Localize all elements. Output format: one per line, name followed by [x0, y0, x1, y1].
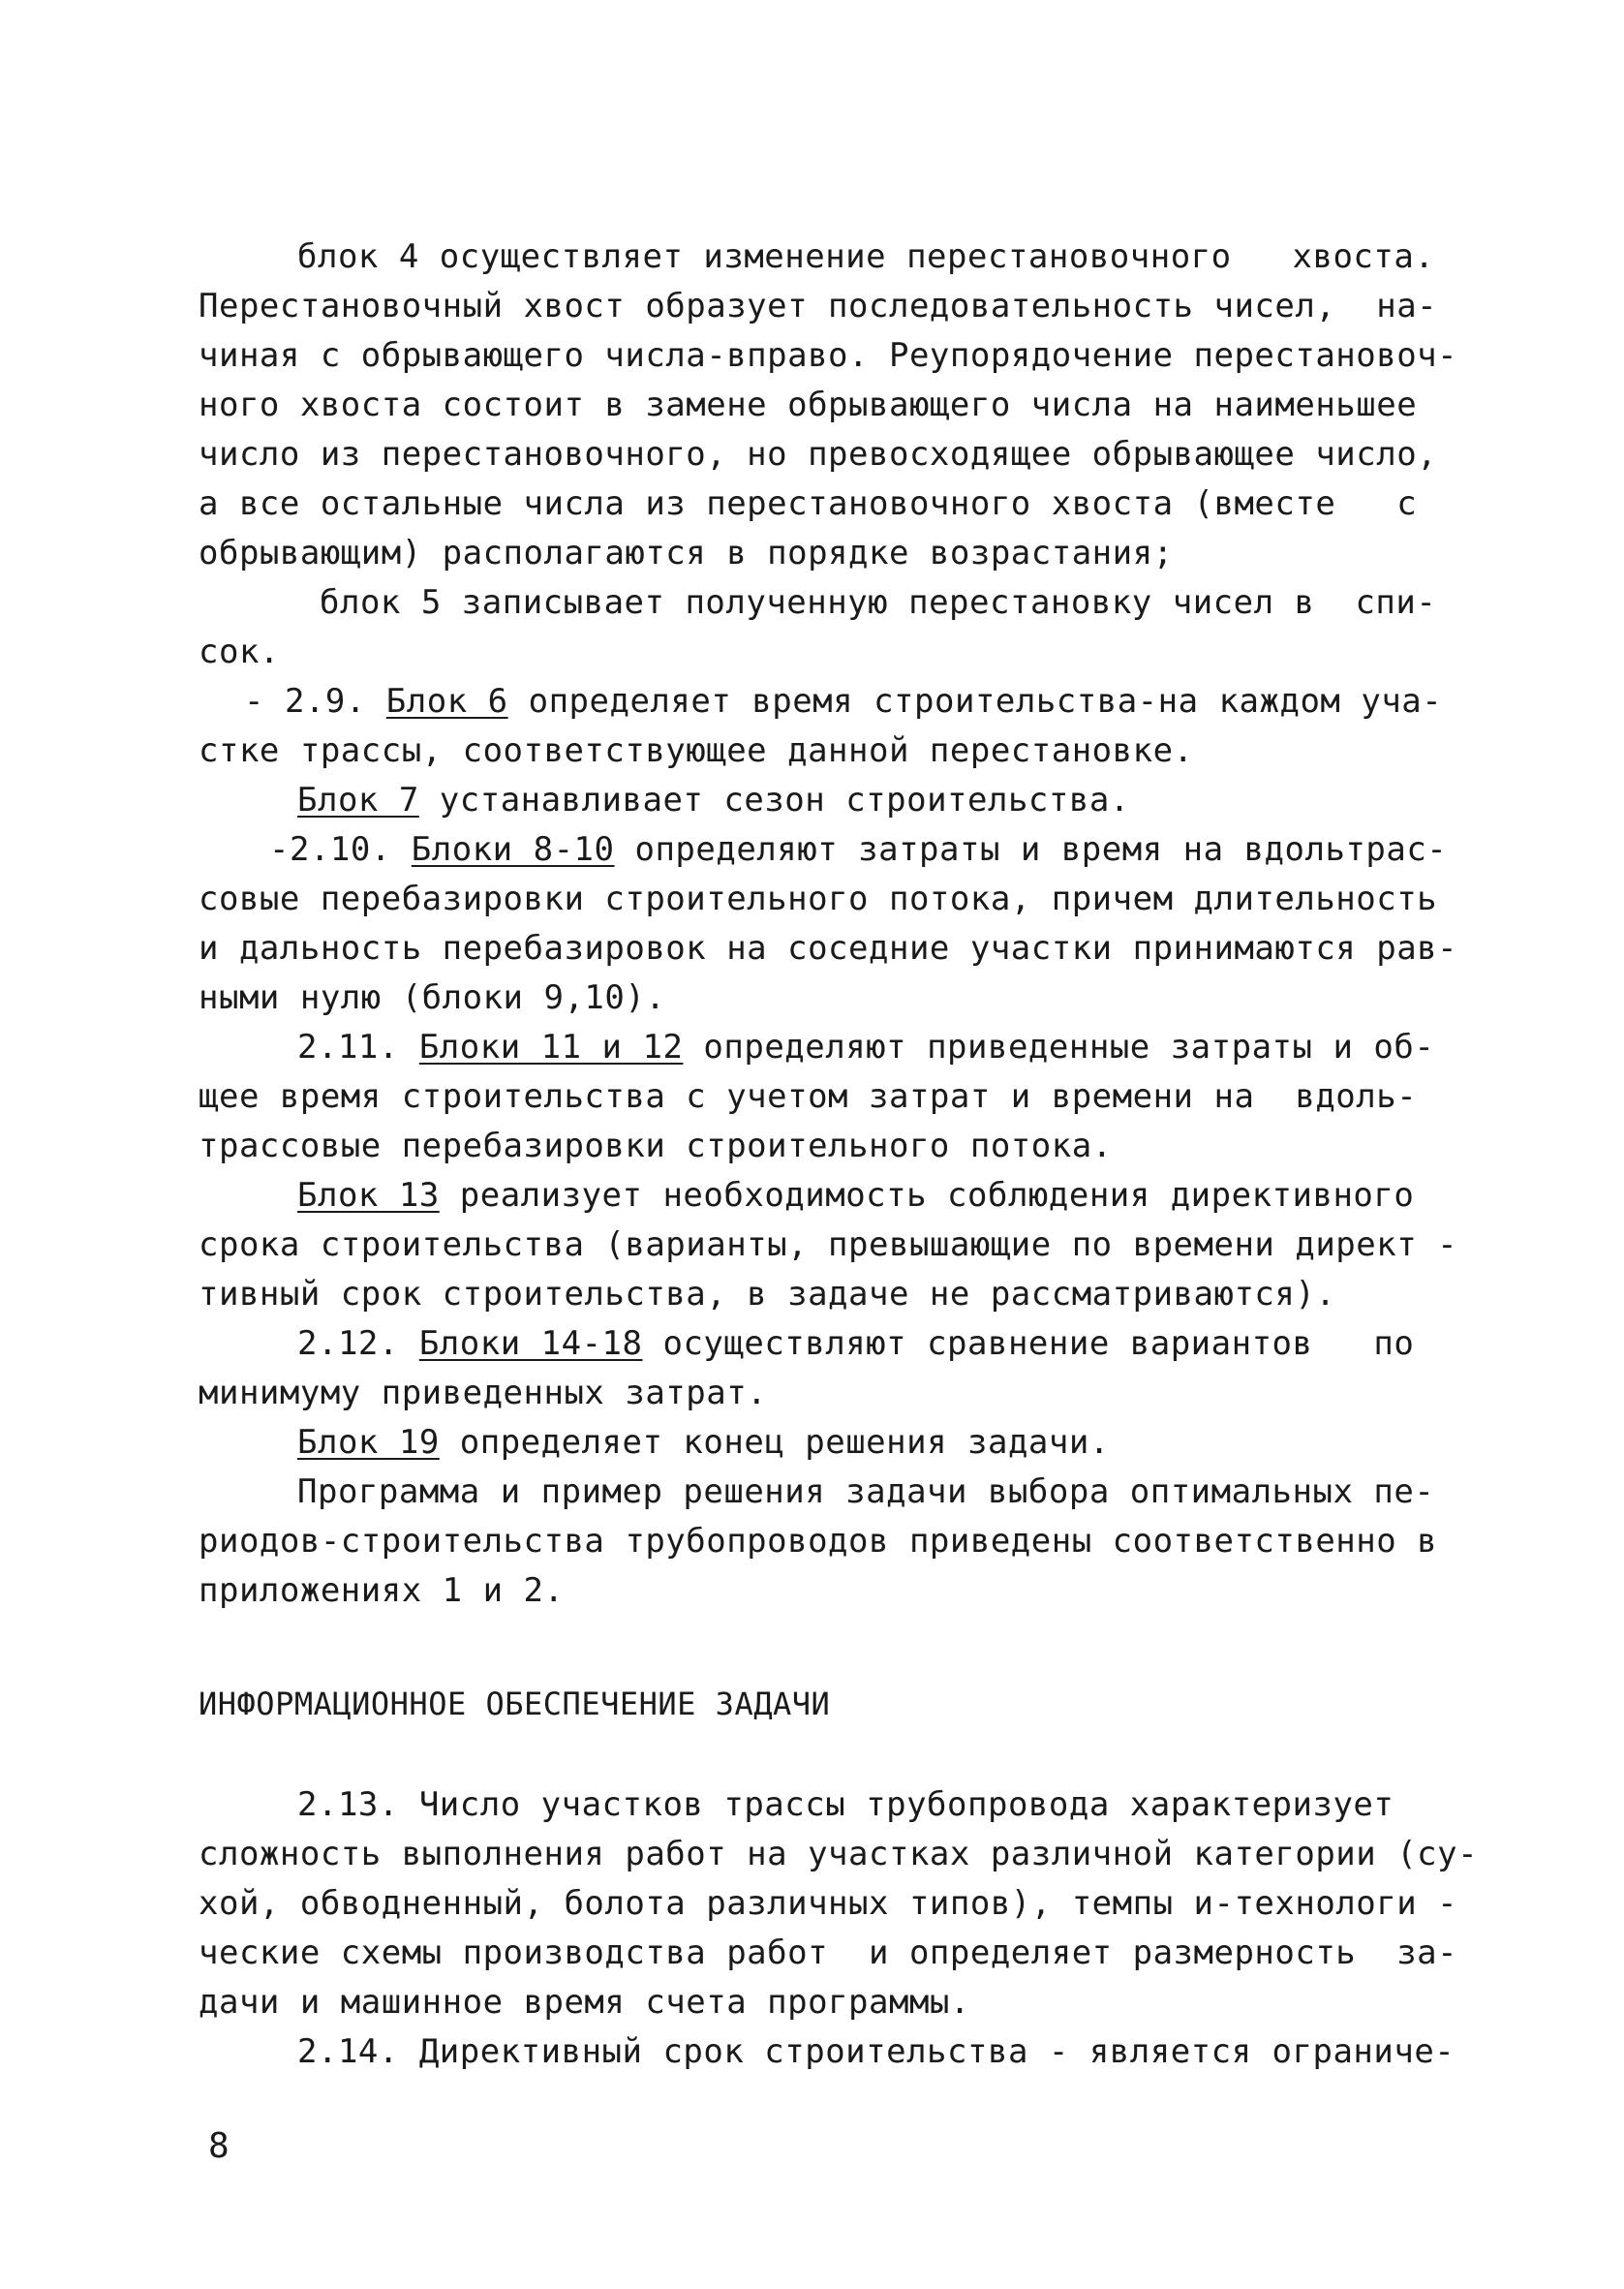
text-span: реализует необходимость соблюдения директивного [439, 1176, 1415, 1215]
text-line [297, 1423, 1110, 1462]
text-line: срока строительства (варианты, превышающие по времени директ - [199, 1225, 1458, 1264]
block-reference: Блок 7 [297, 781, 419, 820]
block-reference: Блоки 8-10 [411, 830, 615, 869]
block-reference: Блок 13 [297, 1176, 440, 1215]
text-line: ческие схемы производства работ и определяет размерность за- [199, 1933, 1458, 1972]
text-line: хой, обводненный, болота различных типов), темпы и-технологи - [199, 1884, 1458, 1923]
text-line: сок. [199, 633, 280, 671]
text-line [244, 682, 1442, 721]
text-line: число из перестановочного, но превосходящее обрывающее число, [199, 435, 1438, 474]
text-line: 2.14. Директивный срок строительства - является ограниче- [297, 2032, 1455, 2071]
text-line [297, 781, 1130, 820]
text-line: сложность выполнения работ на участках различной категории (су- [199, 1835, 1479, 1873]
page-number: 8 [208, 2126, 230, 2166]
text-line: чиная с обрывающего числа-вправо. Реупорядочение перестановоч- [199, 336, 1458, 375]
paragraph-number: 2.12. [297, 1324, 419, 1363]
text-line: Программа и пример решения задачи выбора оптимальных пе- [297, 1472, 1435, 1511]
text-line: стке трассы, соответствующее данной перестановке. [199, 731, 1194, 770]
text-line: тивный срок строительства, в задаче не рассматриваются). [199, 1275, 1336, 1314]
text-line: трассовые перебазировки строительного потока. [199, 1127, 1113, 1165]
text-line: щее время строительства с учетом затрат и времени на вдоль- [199, 1077, 1418, 1116]
text-line [297, 1176, 1414, 1215]
text-line: Перестановочный хвост образует последовательность чисел, на- [199, 287, 1438, 325]
text-line: ными нулю (блоки 9,10). [199, 978, 666, 1017]
paragraph-number: 2.11. [297, 1028, 419, 1067]
text-line [297, 1324, 1414, 1363]
text-line: риодов-строительства трубопроводов приведены соответственно в [199, 1522, 1438, 1561]
text-line [297, 1028, 1434, 1067]
block-reference: Блок 6 [385, 682, 508, 721]
block-reference: Блоки 14-18 [418, 1324, 643, 1363]
text-line: ного хвоста состоит в замене обрывающего числа на наименьшее [199, 386, 1418, 424]
text-line: 2.13. Число участков трассы трубопровода характеризует [297, 1785, 1394, 1824]
text-line: минимуму приведенных затрат. [199, 1374, 768, 1412]
block-reference: Блоки 11 и 12 [418, 1028, 684, 1067]
text-line: совые перебазировки строительного потока, причем длительность [199, 880, 1438, 918]
text-line: блок 4 осуществляет изменение перестановочного хвоста. [297, 237, 1435, 276]
text-span: определяют приведенные затраты и об- [683, 1028, 1435, 1067]
text-line: и дальность перебазировок на соседние участки принимаются рав- [199, 929, 1458, 968]
paragraph-number: -2.10. [269, 830, 412, 869]
paragraph-number: - 2.9. [244, 682, 386, 721]
text-span: осуществляют сравнение вариантов по [642, 1324, 1415, 1363]
text-span: определяет конец решения задачи. [439, 1423, 1110, 1462]
text-span: устанавливает сезон строительства. [418, 781, 1130, 820]
text-line: блок 5 записывает полученную перестановку чисел в спи- [320, 583, 1437, 622]
text-line: приложениях 1 и 2. [199, 1571, 565, 1610]
text-line: а все остальные числа из перестановочного хвоста (вместе с [199, 484, 1418, 523]
block-reference: Блок 19 [297, 1423, 440, 1462]
text-span: определяет время строительства-на каждом уча- [507, 682, 1443, 721]
text-span: определяют затраты и время на вдольтрас- [614, 830, 1448, 869]
text-line [269, 830, 1447, 869]
text-line: дачи и машинное время счета программы. [199, 1983, 970, 2022]
section-heading: ИНФОРМАЦИОННОЕ ОБЕСПЕЧЕНИЕ ЗАДАЧИ [199, 1686, 831, 1722]
text-line: обрывающим) располагаются в порядке возрастания; [199, 534, 1174, 572]
